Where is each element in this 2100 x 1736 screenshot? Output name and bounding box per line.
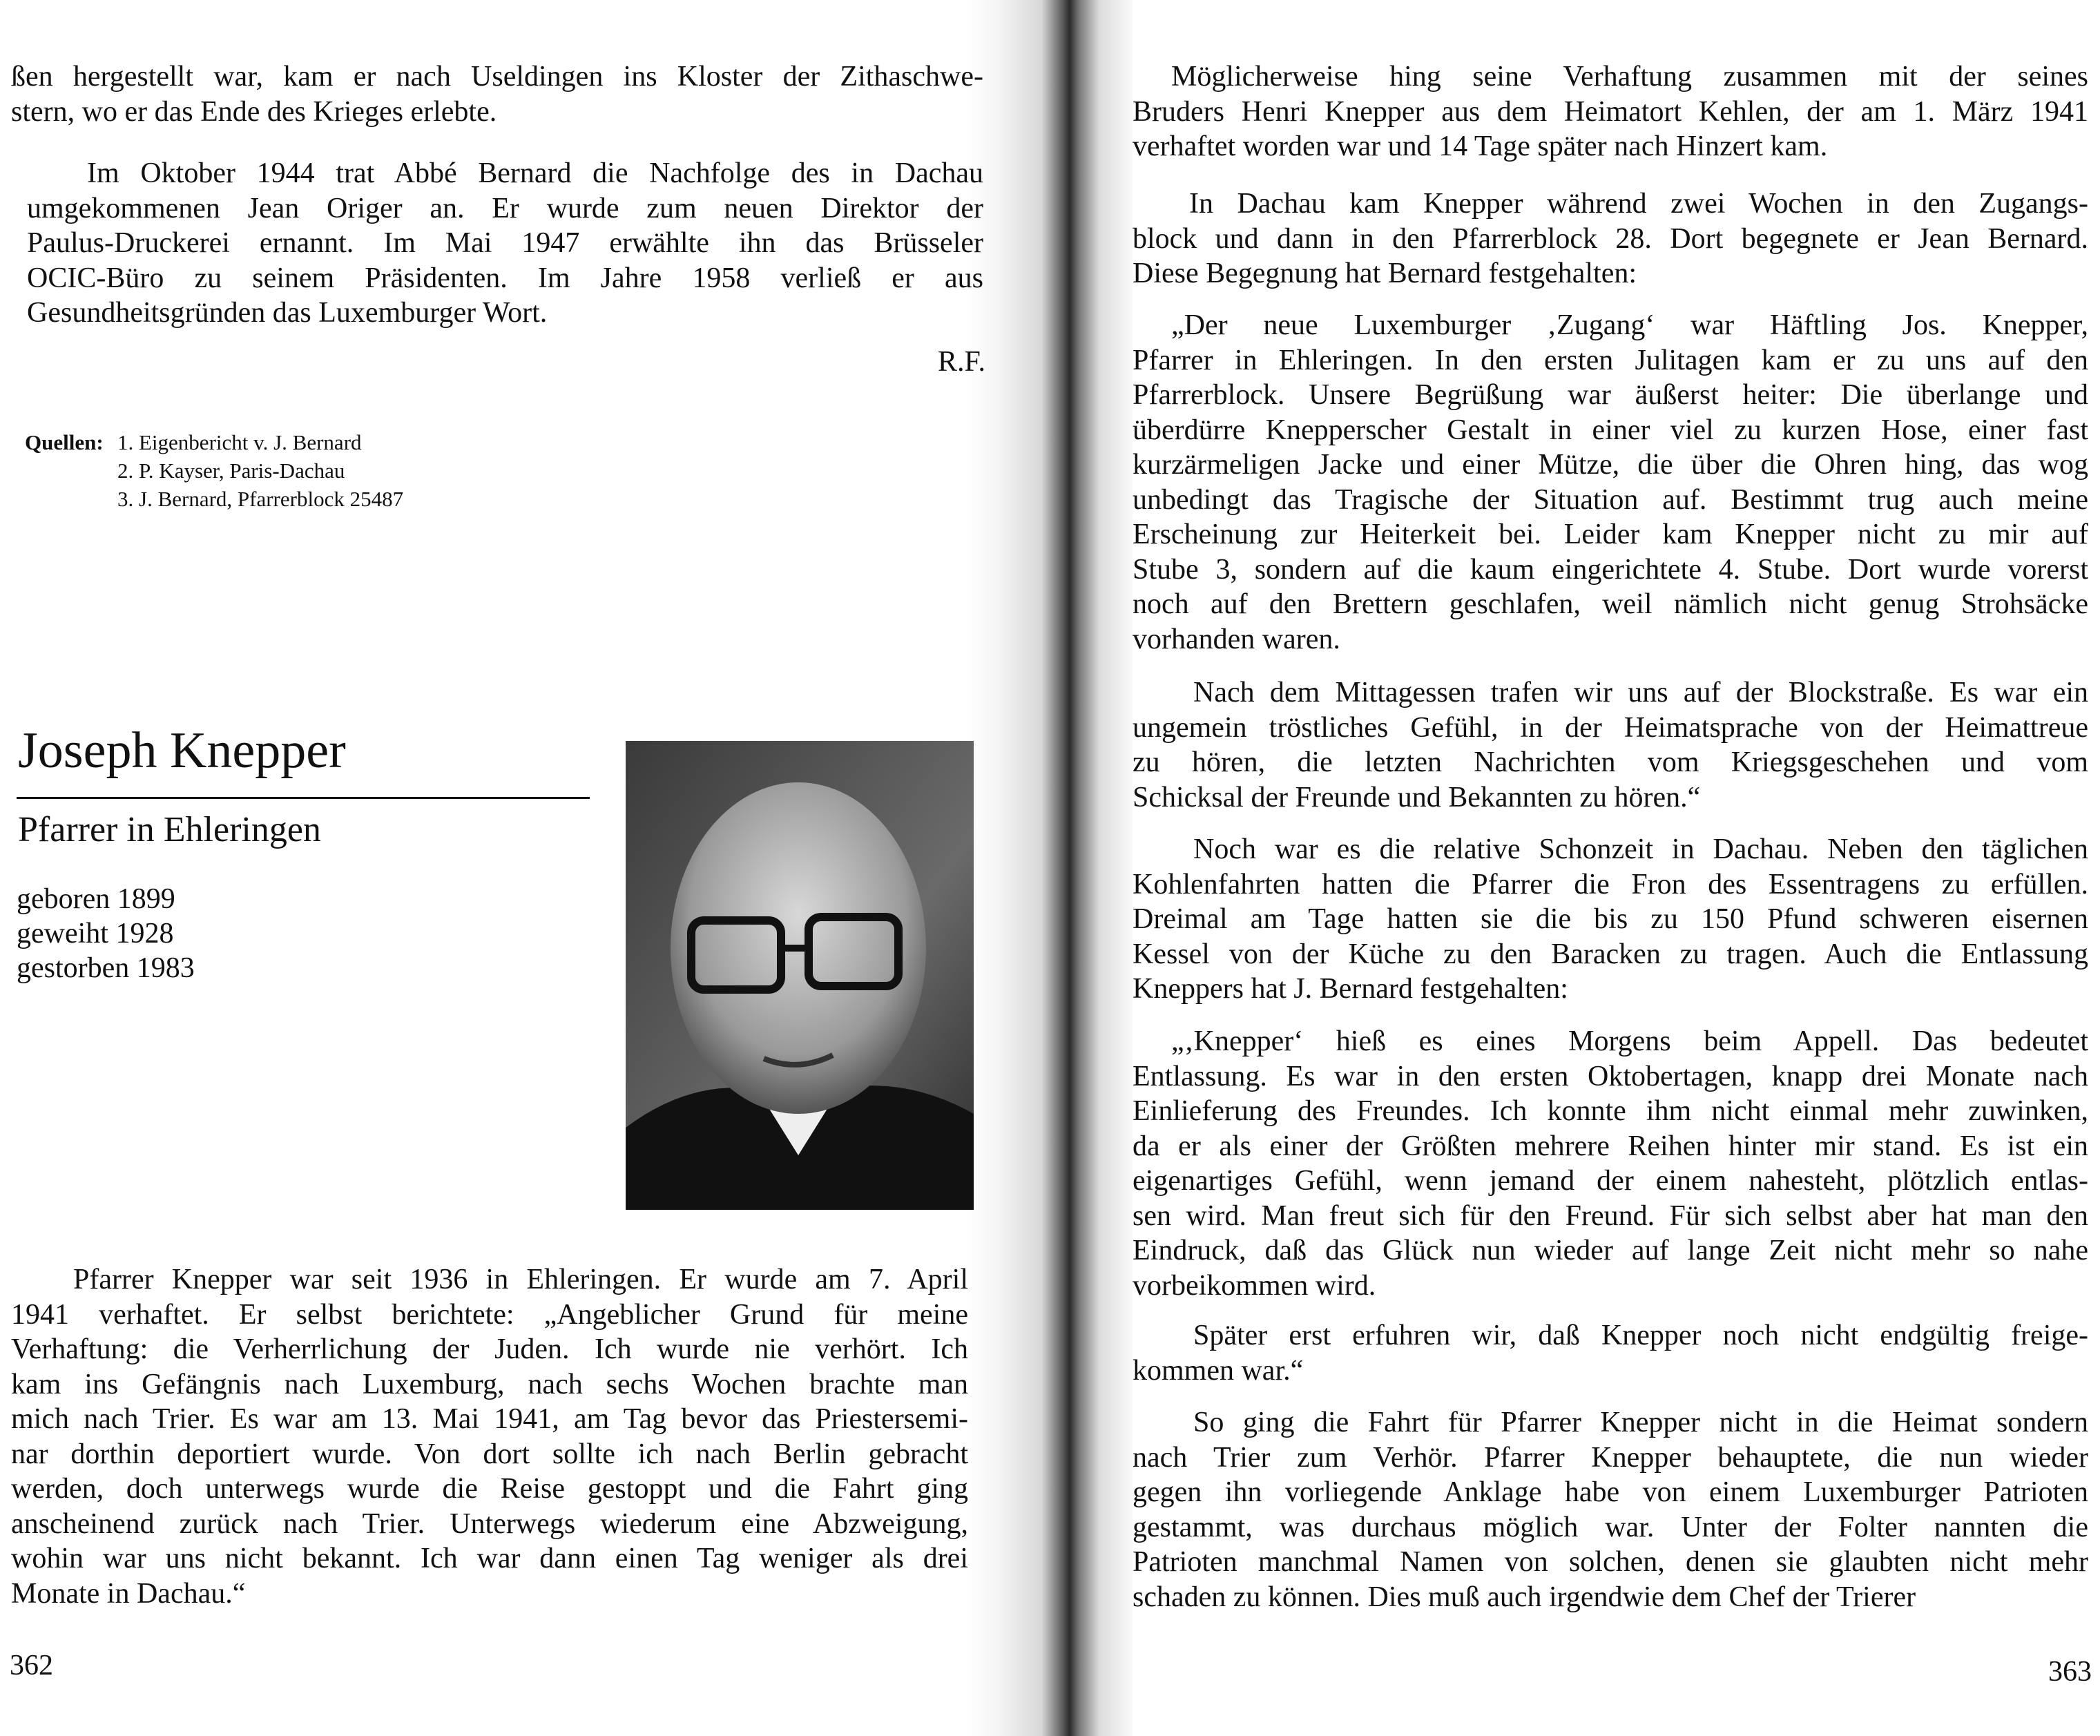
text-line: Dreimal am Tage hatten sie die bis zu 150 Pfund schweren eisernen xyxy=(1133,903,2088,935)
paragraph xyxy=(1133,186,2088,291)
text-line: Nach dem Mittagessen trafen wir uns auf der Blockstraße. Es war ein xyxy=(1193,677,2088,708)
text-line: ungemein tröstliches Gefühl, in der Heimatsprache von der Heimattreue xyxy=(1133,711,2088,744)
text-line: überdürre Knepperscher Gestalt in einer viel zu kurzen Hose, einer fast xyxy=(1133,414,2088,446)
text-line: da er als einer der Größten mehrere Reihen hinter mir stand. Es ist ein xyxy=(1133,1130,2088,1162)
text-line: „‚Knepper‘ hieß es eines Morgens beim Appell. Das bedeutet xyxy=(1171,1025,2088,1057)
text-line: eigenartiges Gefühl, wenn jemand der einem nahesteht, plötzlich entlas- xyxy=(1133,1165,2088,1197)
text-line: gegen ihn vorliegende Anklage habe von einem Luxemburger Patrioten xyxy=(1133,1476,2088,1508)
text-line: Paulus-Druckerei ernannt. Im Mai 1947 erwählte ihn das Brüsseler xyxy=(27,227,983,259)
page-number-right: 363 xyxy=(2048,1656,2092,1688)
text-line: In Dachau kam Knepper während zwei Wochen in den Zugangs- xyxy=(1189,188,2088,220)
text-line: Später erst erfuhren wir, daß Knepper noch nicht endgültig freige- xyxy=(1193,1320,2088,1351)
text-line: anscheinend zurück nach Trier. Unterwegs wiederum eine Abzweigung, xyxy=(11,1507,968,1540)
text-line: verhaftet worden war und 14 Tage später nach Hinzert kam. xyxy=(1133,131,1828,162)
source-item: 1. Eigenbericht v. J. Bernard xyxy=(117,430,362,454)
page-number-left: 362 xyxy=(10,1650,53,1681)
text-line: Pfarrerblock. Unsere Begrüßung war äußerst heiter: Die überlange und xyxy=(1133,379,2088,411)
text-line: sen wird. Man freut sich für den Freund. Für sich selbst aber hat man den xyxy=(1133,1199,2088,1232)
text-line: Monate in Dachau.“ xyxy=(11,1577,246,1610)
text-line: „Der neue Luxemburger ‚Zugang‘ war Häftling Jos. Knepper, xyxy=(1171,309,2088,341)
text-line: Eindruck, daß das Glück nun wieder auf lange Zeit nicht mehr so nahe xyxy=(1133,1235,2088,1266)
paragraph xyxy=(1133,308,2088,657)
text-line: Patrioten manchmal Namen von solchen, denen sie glaubten nicht mehr xyxy=(1133,1546,2088,1578)
text-line: 1941 verhaftet. Er selbst berichtete: „Angeblicher Grund für meine xyxy=(11,1298,968,1331)
signature: R.F. xyxy=(938,346,986,378)
text-line: Einlieferung des Freundes. Ich konnte ihm nicht einmal mehr zuwinken, xyxy=(1133,1095,2088,1127)
text-line: Pfarrer Knepper war seit 1936 in Ehleringen. Er wurde am 7. April xyxy=(73,1264,968,1295)
text-line: So ging die Fahrt für Pfarrer Knepper nicht in die Heimat sondern xyxy=(1193,1407,2088,1438)
paragraph xyxy=(1133,59,2088,164)
text-line: unbedingt das Tragische der Situation auf. Bestimmt trug auch meine xyxy=(1133,483,2088,516)
source-item: 2. P. Kayser, Paris-Dachau xyxy=(117,459,345,483)
paragraph xyxy=(1133,1318,2088,1388)
paragraph xyxy=(1133,832,2088,1007)
text-line: Im Oktober 1944 trat Abbé Bernard die Nachfolge des in Dachau xyxy=(87,157,983,189)
text-line: noch auf den Brettern geschlafen, weil nämlich nicht genug Strohsäcke xyxy=(1133,588,2088,620)
biography-fact: gestorben 1983 xyxy=(17,952,195,984)
text-line: stern, wo er das Ende des Krieges erlebte. xyxy=(11,95,497,128)
text-line: umgekommenen Jean Origer an. Er wurde zum neuen Direktor der xyxy=(27,192,983,224)
text-line: OCIC-Büro zu seinem Präsidenten. Im Jahre 1958 verließ er aus xyxy=(27,262,983,294)
paragraph xyxy=(11,1262,968,1611)
biography-fact: geboren 1899 xyxy=(17,883,175,915)
text-line: werden, doch unterwegs wurde die Reise gestoppt und die Fahrt ging xyxy=(11,1473,968,1505)
text-line: vorhanden waren. xyxy=(1133,623,1340,655)
text-line: Verhaftung: die Verherrlichung der Juden. Ich wurde nie verhört. Ich xyxy=(11,1333,968,1365)
book-gutter xyxy=(967,0,1133,1736)
text-line: nach Trier zum Verhör. Pfarrer Knepper behauptete, die nun wieder xyxy=(1133,1441,2088,1474)
paragraph xyxy=(1133,1405,2088,1614)
biography-name: Joseph Knepper xyxy=(18,722,346,779)
text-line: Schicksal der Freunde und Bekannten zu hören.“ xyxy=(1133,781,1701,813)
source-item: 3. J. Bernard, Pfarrerblock 25487 xyxy=(117,487,404,511)
text-line: vorbeikommen wird. xyxy=(1133,1269,1376,1302)
text-line: Entlassung. Es war in den ersten Oktobertagen, knapp drei Monate nach xyxy=(1133,1060,2088,1092)
paragraph xyxy=(27,156,983,331)
portrait-photo xyxy=(626,741,974,1210)
text-line: Kessel von der Küche zu den Baracken zu tragen. Auch die Entlassung xyxy=(1133,938,2088,970)
text-line: nar dorthin deportiert wurde. Von dort sollte ich nach Berlin gebracht xyxy=(11,1438,968,1470)
biography-role: Pfarrer in Ehleringen xyxy=(18,810,321,849)
text-line: Bruders Henri Knepper aus dem Heimatort Kehlen, der am 1. März 1941 xyxy=(1133,95,2088,128)
text-line: Noch war es die relative Schonzeit in Dachau. Neben den täglichen xyxy=(1193,833,2088,865)
sources-label: Quellen: xyxy=(25,430,104,454)
heading-rule xyxy=(17,797,590,799)
text-line: Möglicherweise hing seine Verhaftung zusammen mit der seines xyxy=(1171,61,2088,93)
text-line: kommen war.“ xyxy=(1133,1354,1304,1387)
text-line: kurzärmeligen Jacke und einer Mütze, die über die Ohren hing, das wog xyxy=(1133,449,2088,481)
text-line: Kneppers hat J. Bernard festgehalten: xyxy=(1133,973,1568,1005)
text-line: mich nach Trier. Es war am 13. Mai 1941, am Tag bevor das Priestersemi- xyxy=(11,1403,968,1435)
text-line: Diese Begegnung hat Bernard festgehalten: xyxy=(1133,258,1637,289)
text-line: Stube 3, sondern auf die kaum eingerichtete 4. Stube. Dort wurde vorerst xyxy=(1133,553,2088,586)
text-line: gestammt, was durchaus möglich war. Unter der Folter nannten die xyxy=(1133,1511,2088,1543)
paragraph xyxy=(11,59,983,129)
text-line: zu hören, die letzten Nachrichten vom Kriegsgeschehen und vom xyxy=(1133,746,2088,778)
text-line: Kohlenfahrten hatten die Pfarrer die Fron des Essentragens zu erfüllen. xyxy=(1133,868,2088,900)
text-line: Pfarrer in Ehleringen. In den ersten Julitagen kam er zu uns auf den xyxy=(1133,344,2088,376)
text-line: Gesundheitsgründen das Luxemburger Wort. xyxy=(27,297,548,329)
portrait-image xyxy=(626,741,974,1210)
text-line: Erscheinung zur Heiterkeit bei. Leider kam Knepper nicht zu mir auf xyxy=(1133,519,2088,550)
paragraph xyxy=(1133,1024,2088,1303)
text-line: schaden zu können. Dies muß auch irgendwie dem Chef der Trierer xyxy=(1133,1581,1916,1613)
text-line: kam ins Gefängnis nach Luxemburg, nach sechs Wochen brachte man xyxy=(11,1368,968,1400)
text-line: wohin war uns nicht bekannt. Ich war dann einen Tag weniger als drei xyxy=(11,1543,968,1574)
text-line: ßen hergestellt war, kam er nach Useldingen ins Kloster der Zithaschwe- xyxy=(11,61,983,93)
paragraph xyxy=(1133,675,2088,815)
biography-fact: geweiht 1928 xyxy=(17,918,174,949)
text-line: block und dann in den Pfarrerblock 28. Dort begegnete er Jean Bernard. xyxy=(1133,222,2088,255)
